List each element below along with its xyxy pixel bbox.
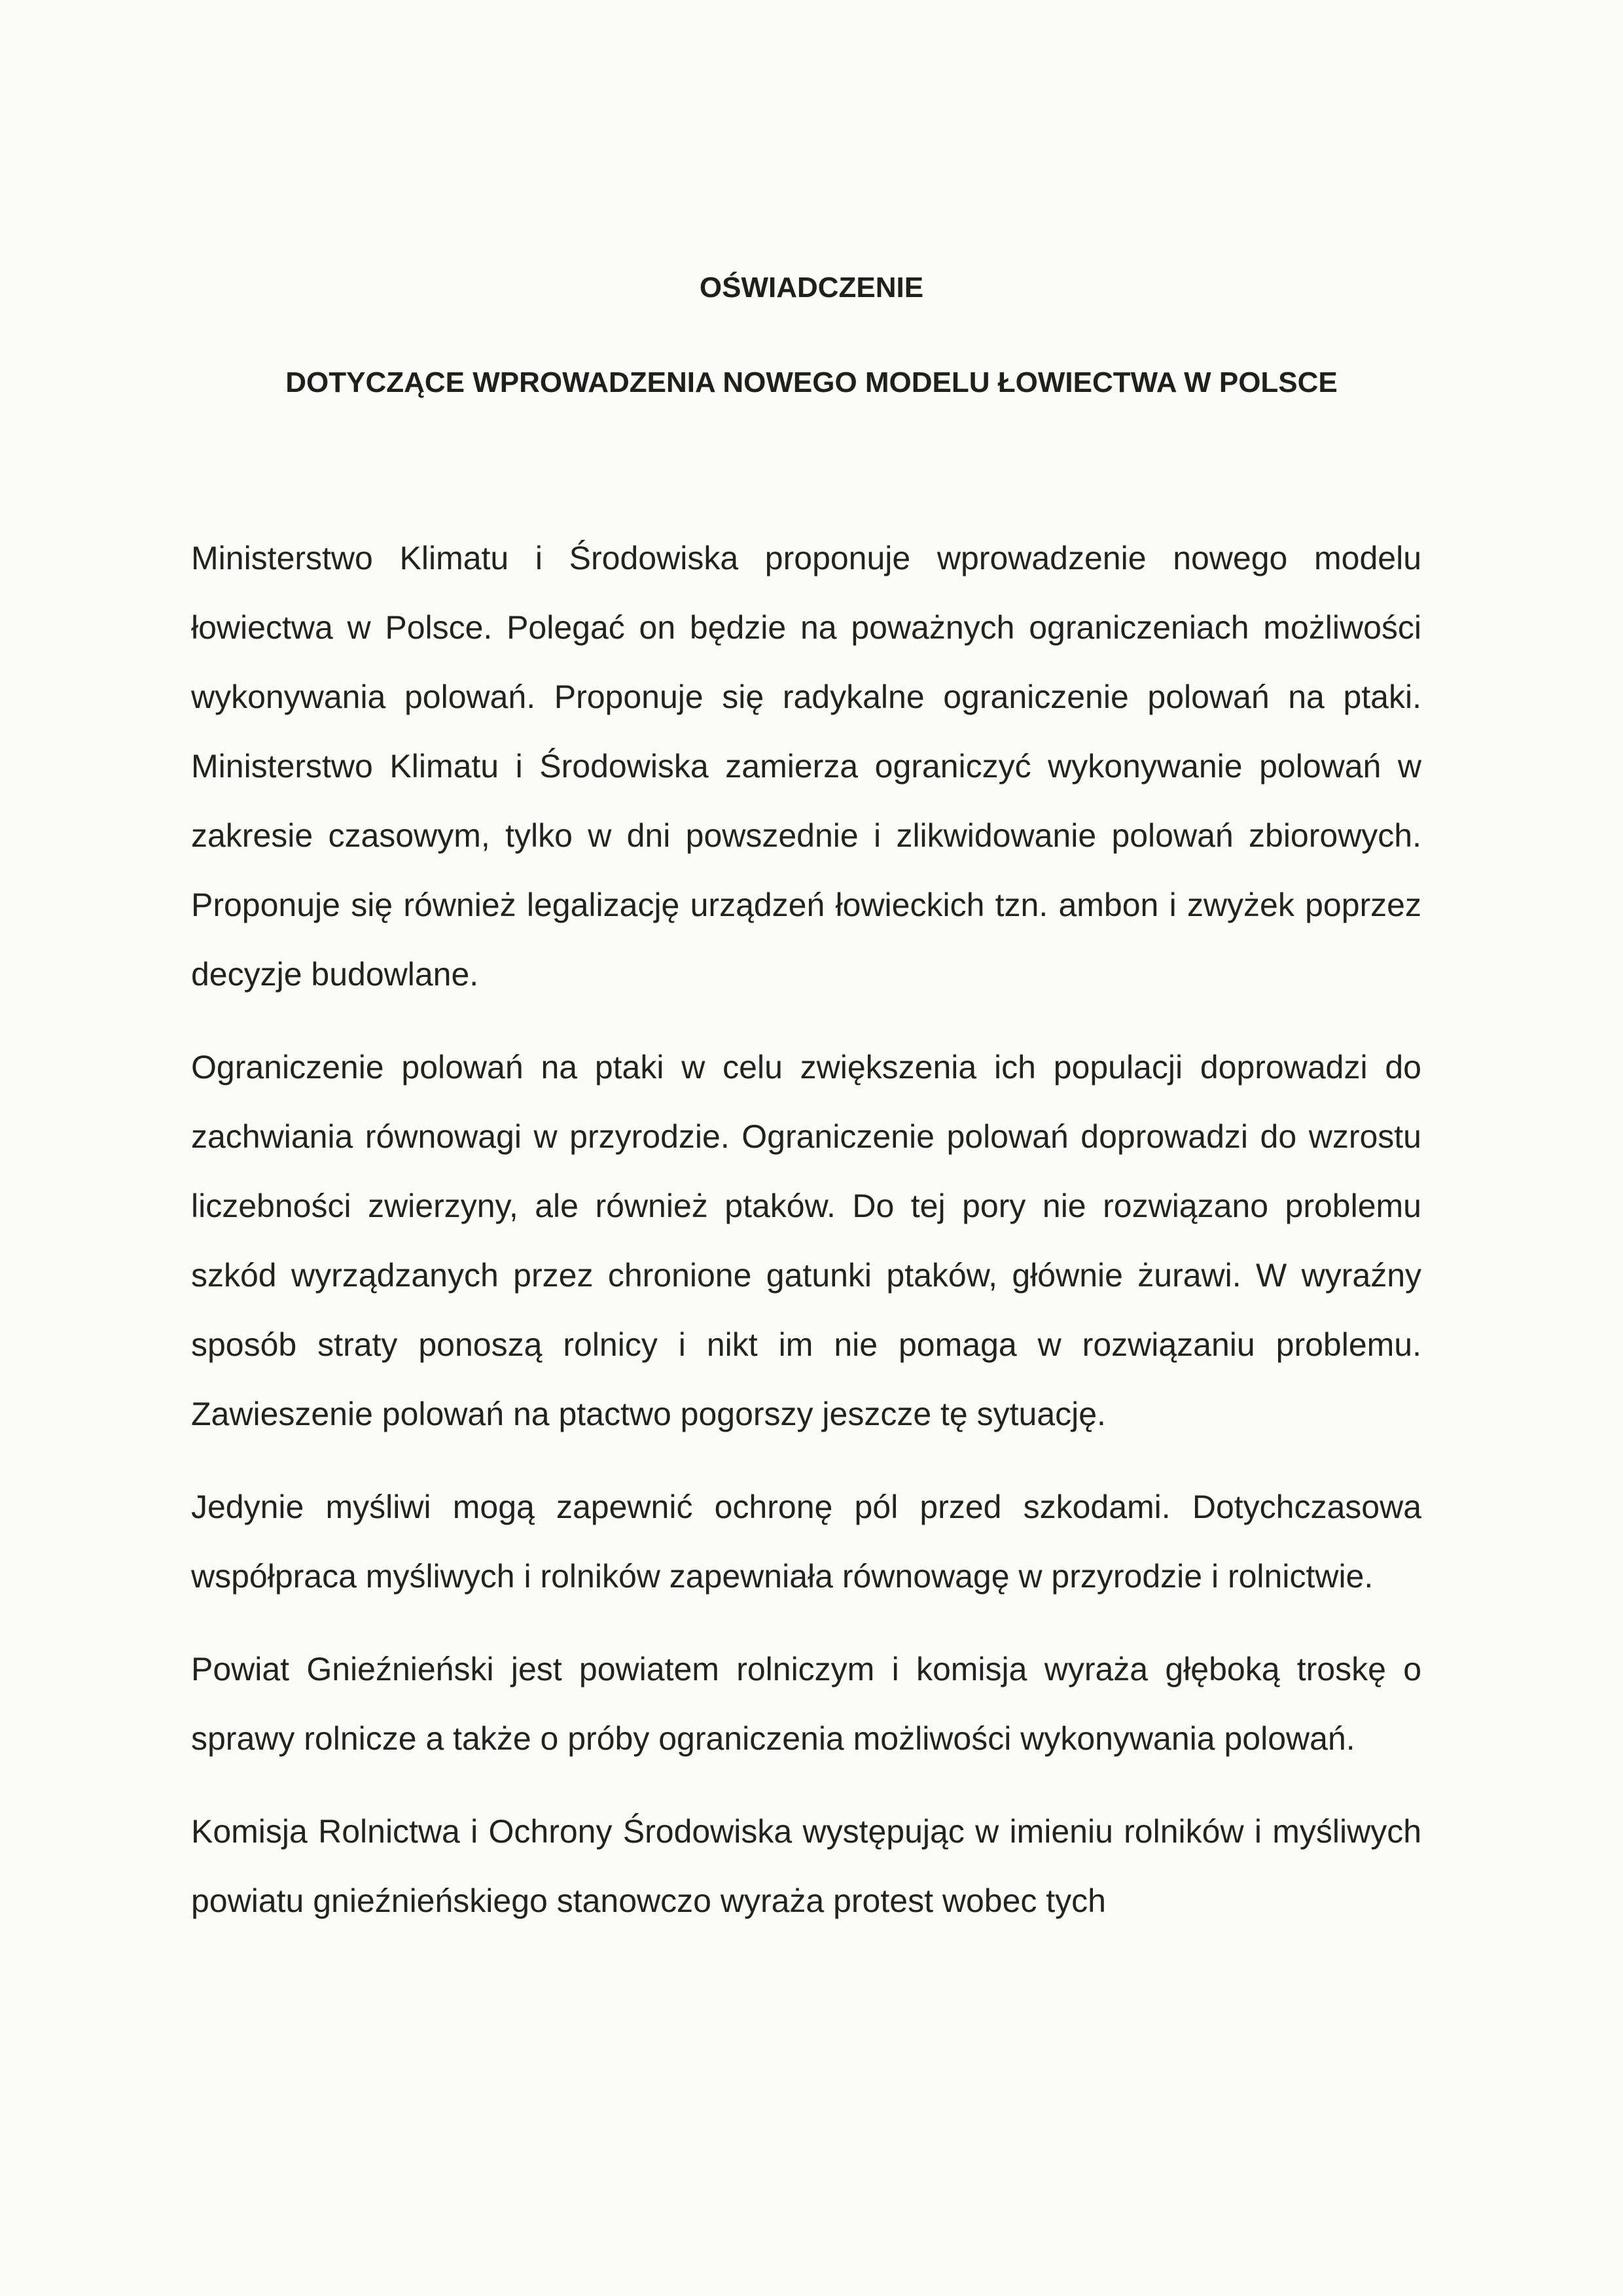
document-title: OŚWIADCZENIE [699,272,924,304]
paragraph-1: Ministerstwo Klimatu i Środowiska proponuje wprowadzenie nowego modelu łowiectwa w Polsce. Polegać on będzie na poważnych ograniczeniach możliwości wykonywania polowań. Proponuje się radykalne ograniczenie polowań na ptaki. Ministerstwo Klimatu i Środowiska zamierza ograniczyć wykonywanie polowań w zakresie czasowym, tylko w dni powszednie i zlikwidowanie polowań zbiorowych. Proponuje się również legalizację urządzeń łowieckich tzn. ambon i zwyżek poprzez decyzje budowlane. [191,540,1421,993]
document-subtitle: DOTYCZĄCE WPROWADZENIA NOWEGO MODELU ŁOWIECTWA W POLSCE [285,366,1338,398]
document-body [191,523,1421,1959]
paragraph-3: Jedynie myśliwi mogą zapewnić ochronę pól przed szkodami. Dotychczasowa współpraca myśliwych i rolników zapewniała równowagę w przyrodzie i rolnictwie. [191,1489,1421,1595]
paragraph-5: Komisja Rolnictwa i Ochrony Środowiska występując w imieniu rolników i myśliwych powiatu gnieźnieńskiego stanowczo wyraża protest wobec tych [191,1813,1421,1919]
paragraph-2: Ograniczenie polowań na ptaki w celu zwiększenia ich populacji doprowadzi do zachwiania równowagi w przyrodzie. Ograniczenie polowań doprowadzi do wzrostu liczebności zwierzyny, ale również ptaków. Do tej pory nie rozwiązano problemu szkód wyrządzanych przez chronione gatunki ptaków, głównie żurawi. W wyraźny sposób straty ponoszą rolnicy i nikt im nie pomaga w rozwiązaniu problemu. Zawieszenie polowań na ptactwo pogorszy jeszcze tę sytuację. [191,1049,1421,1432]
paragraph-4: Powiat Gnieźnieński jest powiatem rolniczym i komisja wyraża głęboką troskę o sprawy rolnicze a także o próby ograniczenia możliwości wykonywania polowań. [191,1651,1421,1757]
